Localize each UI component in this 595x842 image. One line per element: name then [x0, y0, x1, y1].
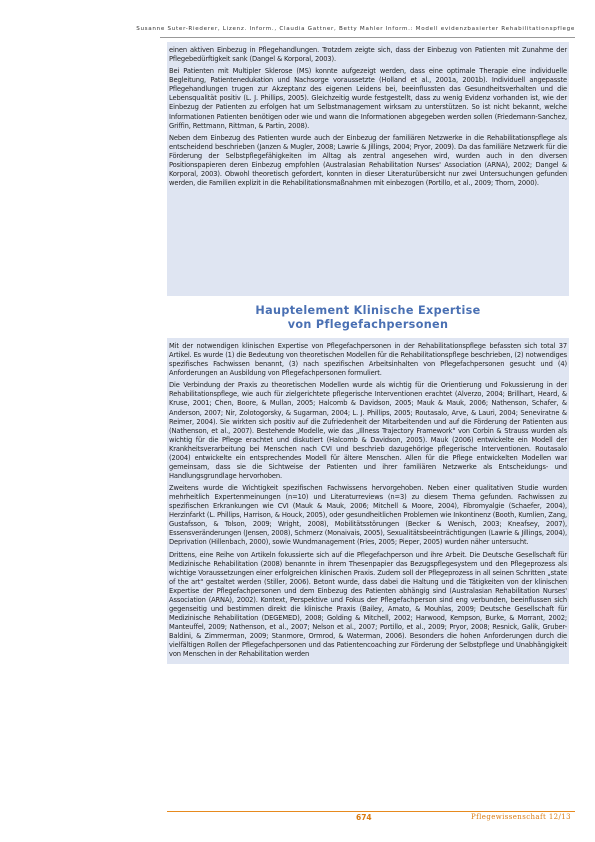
paragraph: Neben dem Einbezug des Patienten wurde auch der Einbezug der familiären Netzwerke in die Rehabilitationspflege als entscheidend beschrieben (Janzen & Mugler, 2008; Lawrie & Jillings, 2004; Pryor, 2009). Da das familiäre Netzwerk für die Förderung der Selbstpflegefähigkeiten im Alltag als zentral angesehen wird, wurden auch in den diversen Positionspapieren deren Einbezug empfohlen (Australasian Rehabilitation Nurses' Association (ARNA), 2002; Dangel & Korporal, 2003). Obwohl theoretisch gefordert, konnten in dieser Literaturübersicht nur zwei Untersuchungen gefunden werden, die Familien explizit in die Rehabilitationsmaßnahmen mit einbezogen (Portillo, et al., 2009; Thorn, 2000).: [169, 132, 567, 188]
page-number: 674: [356, 813, 372, 822]
paragraph: einen aktiven Einbezug in Pflegehandlungen. Trotzdem zeigte sich, dass der Einbezug von Patienten mit Zunahme der Pflegebedürftigkeit sank (Dangel & Korporal, 2003).: [169, 45, 567, 64]
section-heading-line1: Hauptelement Klinische Expertise: [255, 304, 481, 317]
highlight-block-top: [167, 42, 569, 296]
paragraph: Drittens, eine Reihe von Artikeln fokussierte sich auf die Pflegefachperson und ihre Arbeit. Die Deutsche Gesellschaft für Medizinische Rehabilitation (2008) benannte in ihrem Thesenpapier das Bezugspflegesystem und den Pflegeprozess als wichtige Voraussetzungen einer erfolgreichen klinischen Praxis. Zudem soll der Pflegeprozess in all seinen Schritten „state of the art" gestaltet werden (Stiller, 2006). Betont wurde, dass dabei die Haltung und die Tätigkeiten von der klinischen Expertise der Pflegefachpersonen und dem Einbezug des Patienten abhängig sind (Australasian Rehabilitation Nurses' Association (ARNA), 2002). Kontext, Perspektive und Fokus der Pflegefachperson sind eng verbunden, beeinflussen sich gegenseitig und bestimmen direkt die klinische Praxis (Bailey, Amato, & Mouhlas, 2009; Deutsche Gesellschaft für Medizinische Rehabilitation (DEGEMED), 2008; Golding & Mitchell, 2002; Harwood, Kempson, Burke, & Morrant, 2002; Manteuffel, 2009; Nathenson, et al., 2007; Nelson et al., 2007; Portillo, et al., 2009; Pryor, 2008; Resnick, Galik, Gruber-Baldini, & Zimmerman, 2009; Stanmore, Ormrod, & Waterman, 2006). Besonders die hohen Anforderungen durch die vielfältigen Rollen der Pflegefachpersonen und das Patientencoaching zur Förderung der Selbstpflege und Unabhängigkeit von Menschen in der Rehabilitation werden: [169, 549, 567, 659]
left-margin: [0, 0, 151, 842]
article-body: [167, 42, 569, 664]
running-header: Susanne Suter-Riederer, Lizenz. Inform., Claudia Gattner, Betty Mahler Inform.: Modell evidenzbasierter Rehabilitationspflege: [136, 26, 575, 32]
header-rule: [160, 37, 575, 38]
paragraph: Mit der notwendigen klinischen Expertise von Pflegefachpersonen in der Rehabilitationspflege befassten sich total 37 Artikel. Es wurde (1) die Bedeutung von theoretischen Modellen für die Rehabilitationspflege beschrieben, (2) notwendiges spezifisches Fachwissen benannt, (3) nach spezifischen Arbeitsinhalten von Pflegefachpersonen gesucht und (4) Anforderungen an Ausbildung von Pflegefachpersonen formuliert.: [169, 341, 567, 378]
section-heading: [167, 304, 569, 332]
paragraph: Die Verbindung der Praxis zu theoretischen Modellen wurde als wichtig für die Orientierung und Fokussierung in der Rehabilitationspflege, wie auch für zielgerichtete pflegerische Interventionen erachtet (Alverzo, 2004; Brillhart, Heard, & Kruse, 2001; Chen, Boore, & Mullan, 2005; Halcomb & Davidson, 2005; Mauk & Mauk, 2006; Nathenson, Schafer, & Anderson, 2007; Nir, Zolotogorsky, & Sugarman, 2004; L. J. Phillips, 2005; Routasalo, Arve, & Lauri, 2004; Seneviratne & Reimer, 2004). Sie wirkten sich positiv auf die Zufriedenheit der Mitarbeitenden und auf die Förderung der Patienten aus (Nathenson, et al., 2007). Bestehende Modelle, wie das „Illness Trajectory Framework" von Corbin & Strauss wurden als wichtig für die Pflege erachtet und diskutiert (Halcomb & Davidson, 2005). Mauk (2006) entwickelte ein Modell der Krankheitsverarbeitung bei Menschen nach CVI und beschrieb dazugehörige pflegerische Interventionen. Routasalo (2004) entwickelte ein entsprechendes Modell für ältere Menschen. Allen für die Pflege entwickelten Modellen war gemeinsam, dass sie die Sichtweise der Patienten und ihrer familiären Netzwerke als Entscheidungs- und Handlungsgrundlage hervorhoben.: [169, 380, 567, 480]
journal-name: Pflegewissenschaft 12/13: [471, 813, 571, 821]
section-heading-line2: von Pflegefachpersonen: [287, 318, 449, 331]
paragraph: Zweitens wurde die Wichtigkeit spezifischen Fachwissens hervorgehoben. Neben einer qualitativen Studie wurden mehrheitlich Expertenmeinungen (n=10) und Literaturreviews (n=3) zu diesem Thema gefunden. Fachwissen zu spezifischen Erkrankungen wie CVI (Mauk & Mauk, 2006; Mitchell & Moore, 2004), Fibromyalgie (Schaefer, 2004), Herzinfarkt (L. Phillips, Harrison, & Houck, 2005), oder gesundheitlichen Problemen wie Inkontinenz (Booth, Kumlien, Zang, Gustafsson, & Tolson, 2009; Wright, 2008), Mobilitätsstörungen (Becker & Wenisch, 2003; Kneafsey, 2007), Essensveränderungen (Jensen, 2008), Schmerz (Monaivais, 2005), Sexualitätsbeeinträchtigungen (Lawrie & Jillings, 2004), Deprivation (Hillenbach, 2000), sowie Wundmanagement (Fries, 2005; Pieper, 2005) wurden näher untersucht.: [169, 483, 567, 547]
paragraph: Bei Patienten mit Multipler Sklerose (MS) konnte aufgezeigt werden, dass eine optimale Therapie eine individuelle Begleitung, Patientenedukation und Nachsorge voraussetzte (Holland et al., 2001a, 2001b). Individuell angepasste Pflegehandlungen trugen zur Akzeptanz des eigenen Leidens bei, beeinflussten das Gesundheitsverhalten und die Lebensqualität positiv (L. J. Phillips, 2005). Gleichzeitig wurde festgestellt, dass zu wenig Evidenz vorhanden ist, wie der Einbezug der Patienten zu erfolgen hat um Selbstmanagement wirksam zu unterstützen. So ist nicht bekannt, welche Informationen Patienten benötigen oder wie und wann die Informationen abgegeben werden sollen (Friedemann-Sanchez, Griffin, Rettmann, Rittman, & Partin, 2008).: [169, 66, 567, 130]
section-heading-block: [167, 296, 569, 338]
footer-rule: [167, 811, 575, 812]
highlight-block-bottom: [167, 338, 569, 664]
